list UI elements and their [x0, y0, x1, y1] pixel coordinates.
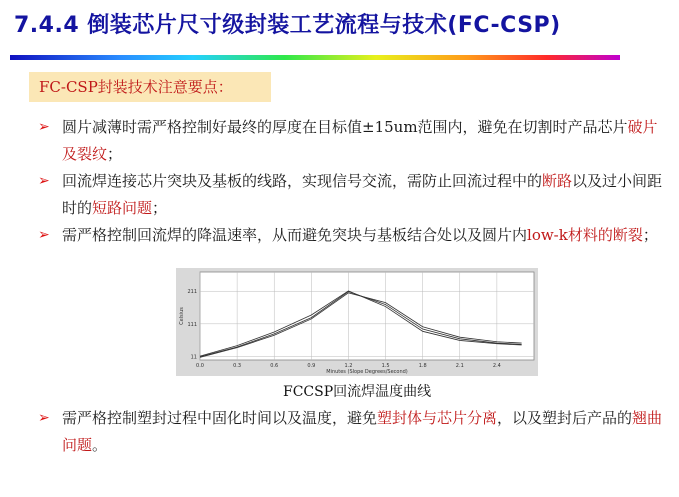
- x-tick-label: 1.2: [344, 363, 353, 369]
- bullet-text: ；: [152, 199, 168, 217]
- y-tick-label: 111: [187, 321, 197, 328]
- highlight-text: 破片及裂纹: [62, 118, 658, 163]
- figure-caption: FCCSP回流焊温度曲线: [283, 384, 432, 400]
- bullet-item: [38, 168, 668, 222]
- bullet-text: 。: [92, 436, 108, 454]
- x-tick-label: 0.3: [233, 363, 242, 369]
- page-title: 7.4.4 倒装芯片尺寸级封装工艺流程与技术(FC-CSP): [14, 13, 561, 38]
- bullet-text: ；: [107, 145, 123, 163]
- rainbow-divider: [10, 55, 620, 60]
- arrow-icon: ➢: [38, 119, 50, 135]
- bullet-item: [38, 222, 668, 249]
- bullet-text: 圆片减薄时需严格控制好最终的厚度在目标值±15um范围内，避免在切割时产品芯片: [62, 118, 628, 136]
- highlight-text: 塑封体与芯片分离: [377, 409, 498, 427]
- bullet-item: [38, 405, 668, 459]
- y-axis-label: Celsius: [179, 307, 185, 325]
- bullet-list: [38, 114, 668, 249]
- x-tick-label: 0.9: [307, 363, 316, 369]
- plot-area: [200, 272, 534, 360]
- x-tick-label: 0.0: [196, 363, 204, 369]
- arrow-icon: ➢: [38, 173, 50, 189]
- highlight-text: low-k材料的断裂: [527, 226, 643, 244]
- bullet-text: 需严格控制塑封过程中固化时间以及温度，避免: [62, 409, 378, 427]
- highlight-text: 短路问题: [92, 199, 153, 217]
- y-tick-label: 211: [187, 289, 197, 296]
- section-heading: FC-CSP封装技术注意要点：: [29, 72, 271, 102]
- bullet-item: [38, 114, 668, 168]
- bullet-text: 以及过小间距时的: [62, 172, 663, 217]
- bullet-list-bottom: [38, 405, 668, 459]
- bullet-text: 需严格控制回流焊的降温速率，从而避免突块与基板结合处以及圆片内: [62, 226, 528, 244]
- x-tick-label: 1.8: [418, 363, 427, 369]
- highlight-text: 断路: [542, 172, 573, 190]
- x-tick-label: 0.6: [270, 363, 279, 369]
- x-tick-label: 1.5: [381, 363, 390, 369]
- x-tick-label: 2.4: [492, 363, 501, 369]
- bullet-text: 回流焊连接芯片突块及基板的线路，实现信号交流，需防止回流过程中的: [62, 172, 543, 190]
- arrow-icon: ➢: [38, 410, 50, 426]
- y-tick-label: 11: [190, 354, 197, 361]
- reflow-profile-chart: [176, 268, 538, 376]
- bullet-text: ，以及塑封后产品的: [497, 409, 633, 427]
- arrow-icon: ➢: [38, 227, 50, 243]
- x-tick-label: 2.1: [455, 363, 464, 369]
- bullet-text: ；: [642, 226, 658, 244]
- highlight-text: 翘曲问题: [62, 409, 663, 454]
- x-axis-label: Minutes (Slope Degrees/Second): [326, 369, 408, 375]
